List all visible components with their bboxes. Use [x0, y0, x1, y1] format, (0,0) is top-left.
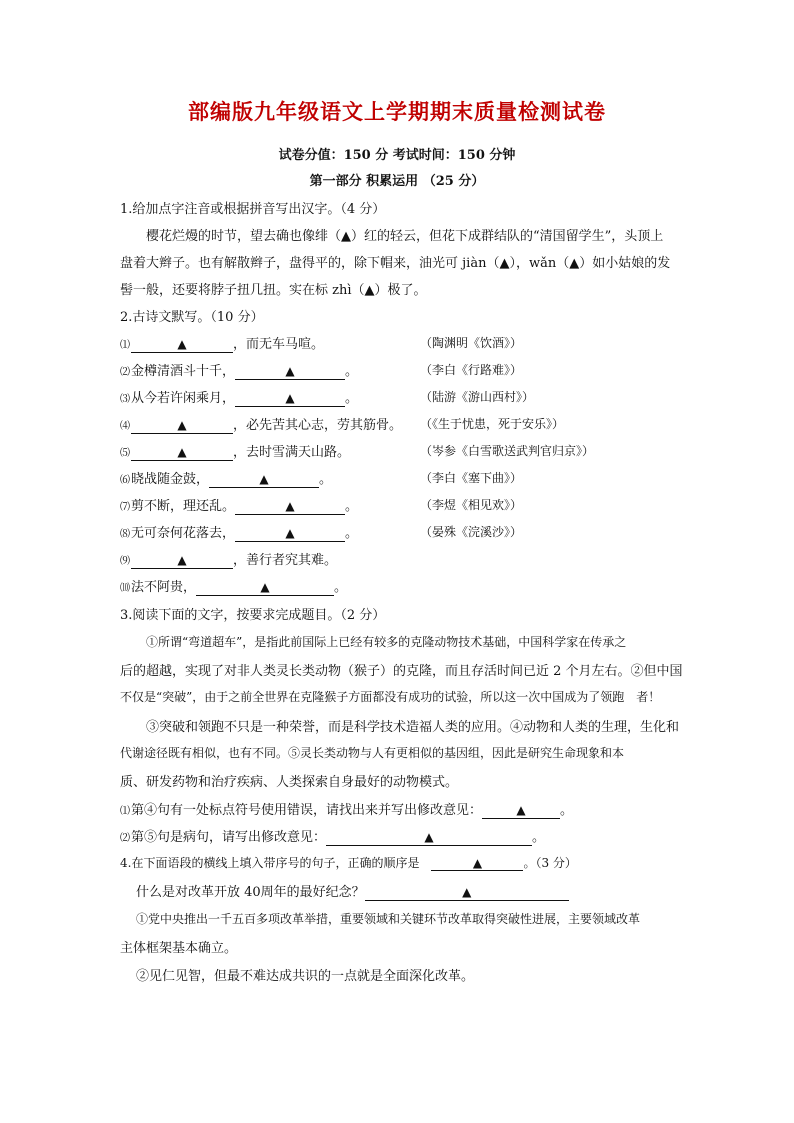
answer-blank[interactable]: ▲	[196, 580, 334, 596]
section-heading: 第一部分 积累运用 （25 分）	[309, 174, 485, 189]
item-number: ⑵	[120, 833, 130, 844]
q1-line-2: 盘着大辫子。也有解散辫子，盘得平的，除下帽来，油光可 jiàn（▲），wǎn（▲）如小姑娘的发	[120, 256, 671, 271]
item-number: ⑺	[120, 502, 130, 513]
exam-info: 试卷分值：150 分 考试时间：150 分钟	[278, 148, 516, 163]
q3-passage-line-2: 后的超越，实现了对非人类灵长类动物（猴子）的克隆，而且存活时间已近 2 个月左右。②但中国	[120, 664, 683, 679]
item-number: ⑶	[120, 394, 130, 405]
q1-line-3: 髻一般，还要将脖子扭几扭。实在标 zhì（▲）极了。	[120, 283, 427, 298]
q3-passage-line-5: 代谢途径既有相似，也有不同。⑤灵长类动物与人有更相似的基因组，因此是研究生命现象和本	[120, 746, 625, 760]
page-title: 部编版九年级语文上学期期末质量检测试卷	[188, 100, 606, 124]
q3-subquestion-2: ⑵第⑤句是病句，请写出修改意见： ▲ 。	[120, 830, 546, 845]
item-number: ⑸	[120, 448, 130, 459]
q2-item-8: ⑻无可奈何花落去， ▲ 。	[120, 526, 359, 541]
answer-blank[interactable]: ▲	[235, 391, 345, 407]
q2-source-2: （李白《行路难》）	[420, 363, 523, 377]
q2-source-7: （李煜《相见欢》）	[420, 498, 523, 512]
q2-source-5: （岑参《白雪歌送武判官归京》）	[420, 444, 595, 458]
q2-item-1: ⑴ ▲ ，而无车马喧。	[120, 337, 325, 352]
q2-item-5: ⑸ ▲ ，去时雪满天山路。	[120, 445, 351, 460]
item-number: ⑵	[120, 367, 130, 378]
q4-line-3: 主体框架基本确立。	[120, 941, 238, 956]
item-number: ⑷	[120, 421, 130, 432]
item-number: ⑴	[120, 340, 130, 351]
answer-blank[interactable]: ▲	[209, 472, 319, 488]
q2-item-4: ⑷ ▲ ，必先苦其心志，劳其筋骨。	[120, 418, 403, 433]
answer-blank[interactable]: ▲	[235, 499, 345, 515]
item-number: ⑹	[120, 475, 130, 486]
q3-passage-line-4: ③突破和领跑不只是一种荣誉，而是科学技术造福人类的应用。④动物和人类的生理，生化和	[146, 720, 680, 735]
q1-stem: 1.给加点字注音或根据拼音写出汉字。（4 分）	[120, 202, 386, 217]
answer-blank[interactable]: ▲	[131, 445, 233, 461]
answer-blank[interactable]: ▲	[482, 803, 560, 819]
q3-subquestion-1: ⑴第④句有一处标点符号使用错误，请找出来并写出修改意见： ▲ 。	[120, 803, 574, 818]
q2-item-6: ⑹晓战随金鼓， ▲ 。	[120, 472, 333, 487]
q2-source-1: （陶渊明《饮酒》）	[420, 336, 523, 350]
q2-item-9: ⑼ ▲ ，善行者究其难。	[120, 553, 338, 568]
answer-blank[interactable]: ▲	[326, 830, 532, 846]
q2-source-4: （《生于忧患，死于安乐》）	[420, 417, 565, 431]
q1-line-1: 樱花烂熳的时节，望去确也像绯（▲）红的轻云，但花下成群结队的“清国留学生”，头顶上	[146, 229, 664, 244]
q2-stem: 2.古诗文默写。（10 分）	[120, 310, 264, 325]
q3-stem: 3.阅读下面的文字，按要求完成题目。（2 分）	[120, 608, 386, 623]
q4-stem: 4.在下面语段的横线上填入带序号的句子，正确的顺序是 ▲ 。（3 分）	[120, 856, 577, 870]
q2-item-3: ⑶从今若许闲乘月， ▲ 。	[120, 391, 359, 406]
q2-source-8: （晏殊《浣溪沙》）	[420, 525, 523, 539]
q3-passage-line-3: 不仅是“突破”，由于之前全世界在克隆猴子方面都没有成功的试验，所以这一次中国成为了领跑 者！	[120, 690, 661, 704]
item-number: ⑼	[120, 556, 130, 567]
q4-line-4: ②见仁见智，但最不难达成共识的一点就是全面深化改革。	[136, 969, 475, 984]
q2-item-2: ⑵金樽清酒斗十千， ▲ 。	[120, 364, 359, 379]
q2-item-10: ⑽法不阿贵， ▲ 。	[120, 580, 348, 595]
answer-blank[interactable]: ▲	[131, 553, 233, 569]
answer-blank[interactable]: ▲	[131, 418, 233, 434]
answer-blank[interactable]: ▲	[235, 364, 345, 380]
answer-blank[interactable]: ▲	[431, 856, 523, 871]
answer-blank[interactable]: ▲	[131, 337, 233, 353]
q4-line-2: ①党中央推出一千五百多项改革举措，重要领域和关键环节改革取得突破性进展，主要领域改革	[136, 912, 641, 926]
item-number: ⑴	[120, 806, 130, 817]
item-number: ⑽	[120, 583, 130, 594]
q2-source-3: （陆游《游山西村》）	[420, 390, 535, 404]
item-number: ⑻	[120, 529, 130, 540]
answer-blank[interactable]: ▲	[365, 885, 569, 901]
q4-line-1: 什么是对改革开放 40周年的最好纪念？ ▲	[136, 881, 569, 901]
q3-passage-line-1: ①所谓“弯道超车”，是指此前国际上已经有较多的克隆动物技术基础，中国科学家在传承之	[146, 635, 627, 649]
q3-passage-line-6: 质、研发药物和治疗疾病、人类探索自身最好的动物模式。	[120, 775, 459, 790]
answer-blank[interactable]: ▲	[235, 526, 345, 542]
q2-item-7: ⑺剪不断，理还乱。 ▲ 。	[120, 499, 359, 514]
q2-source-6: （李白《塞下曲》）	[420, 471, 523, 485]
